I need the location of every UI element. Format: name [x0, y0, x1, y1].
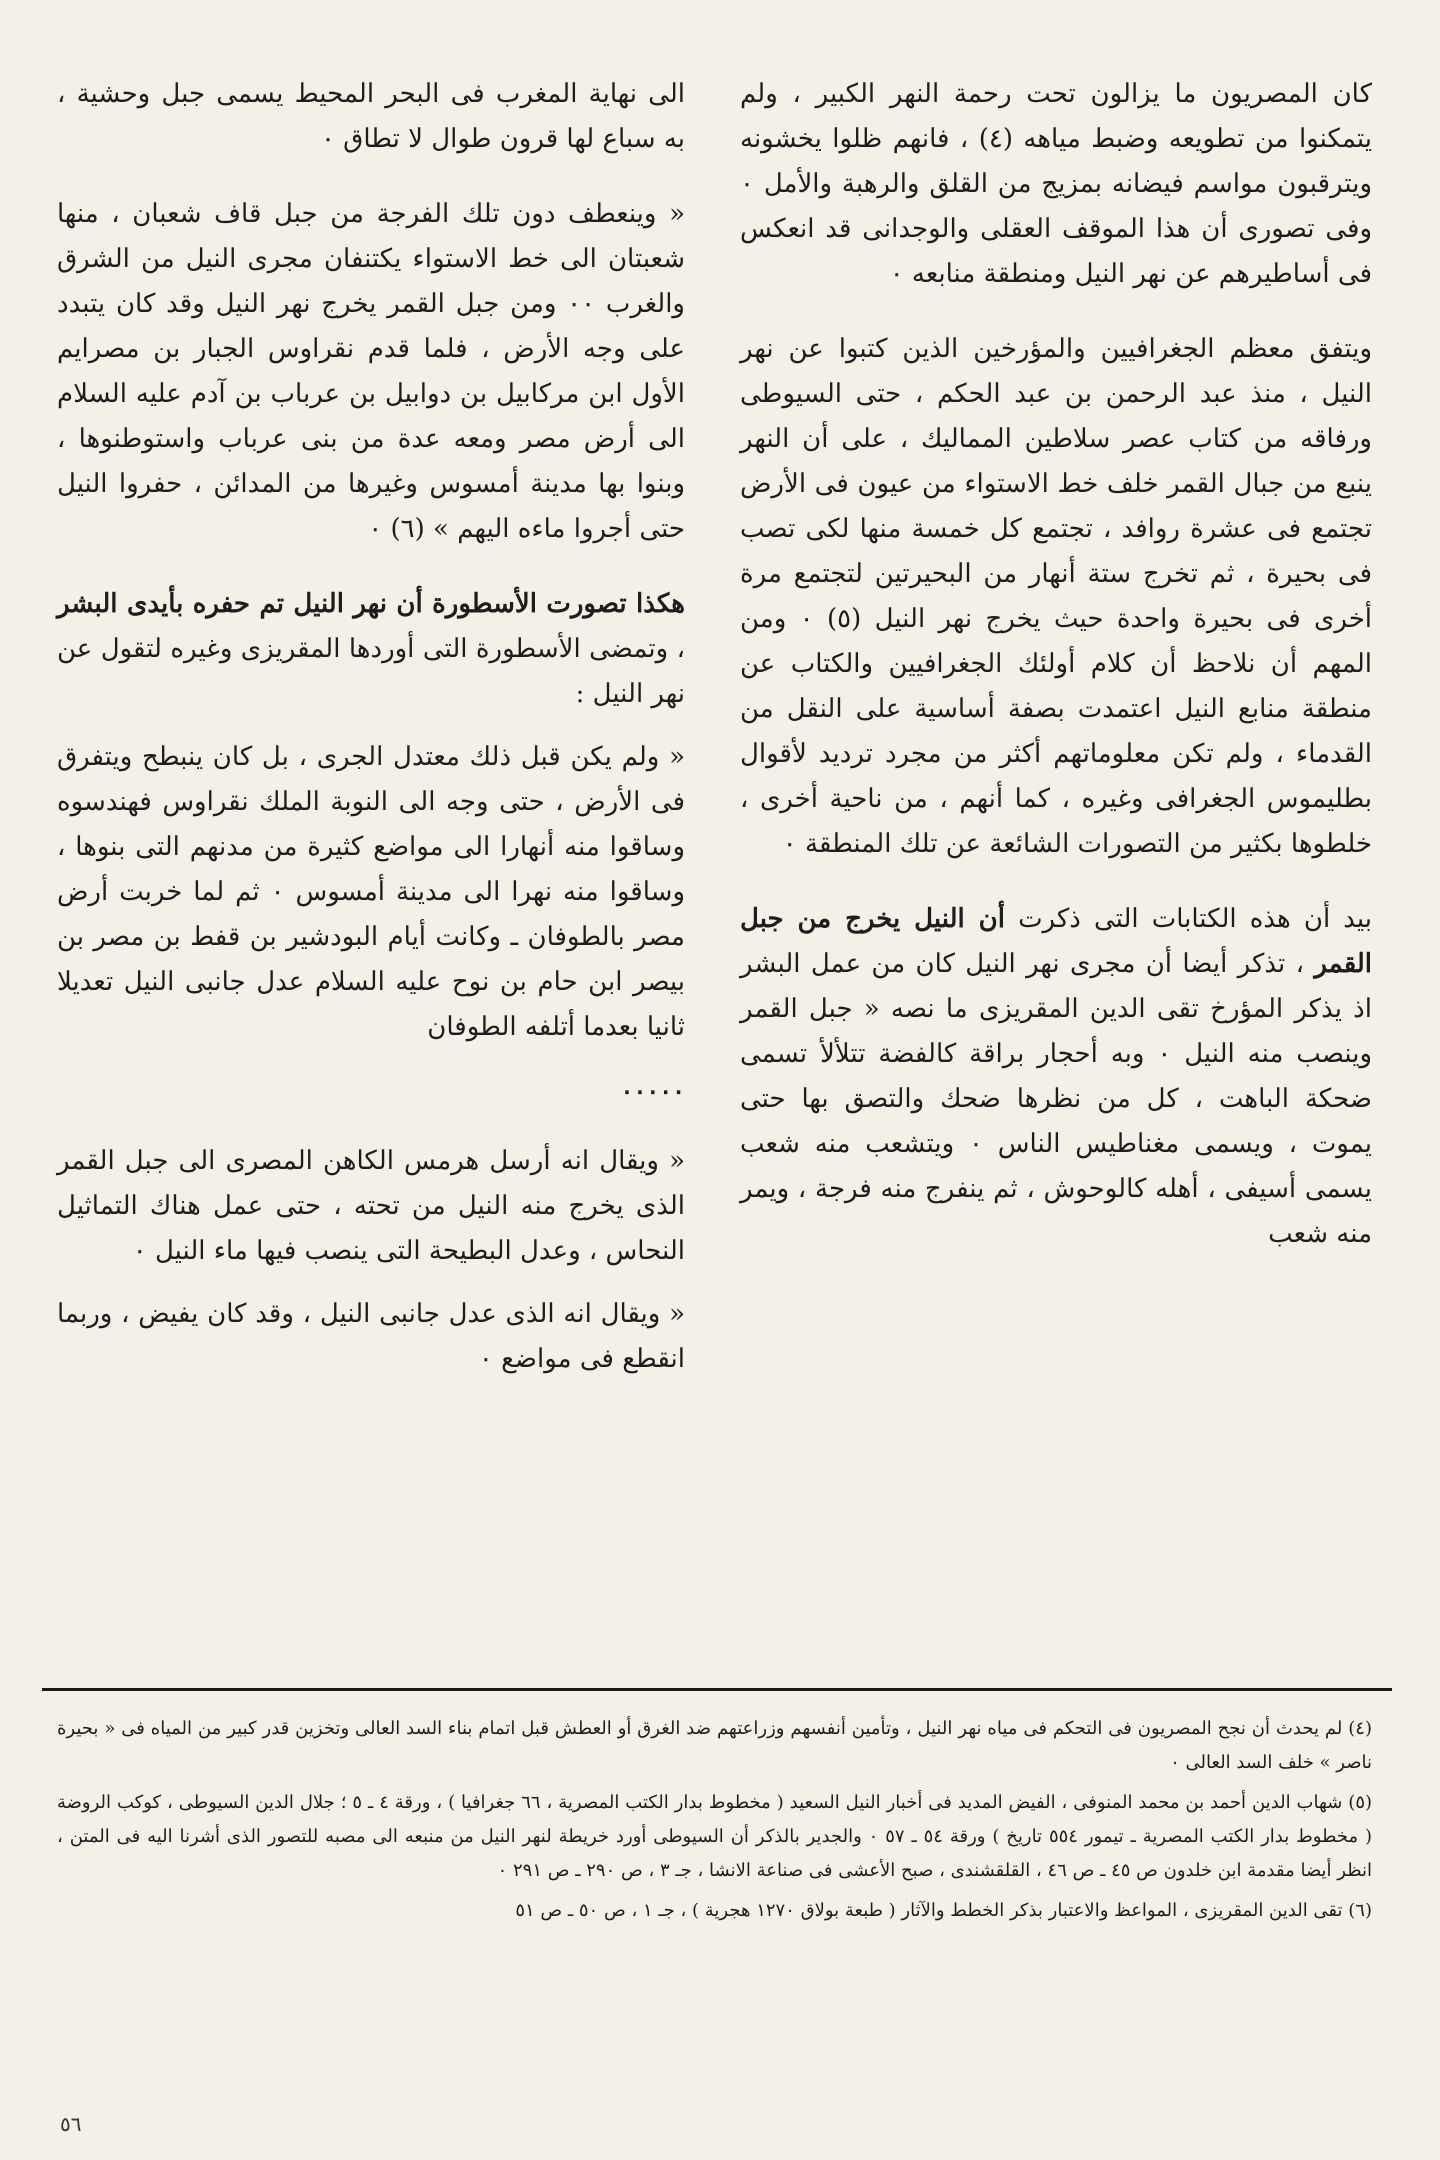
left-paragraph-3-rest: ، وتمضى الأسطورة التى أوردها المقريزى وغيره لتقول عن نهر النيل :: [57, 634, 685, 709]
right-paragraph-3-bold: أن النيل يخرج من جبل القمر: [740, 904, 1372, 979]
left-paragraph-1: الى نهاية المغرب فى البحر المحيط يسمى جبل وحشية ، به سباع لها قرون طوال لا تطاق ٠: [57, 79, 685, 154]
footnote-divider: [42, 1688, 1392, 1691]
right-paragraph-3-start: بيد أن هذه الكتابات التى ذكرت: [1018, 904, 1373, 934]
left-paragraph-3-bold: هكذا تصورت الأسطورة أن نهر النيل تم حفره بأيدى البشر: [57, 589, 685, 619]
right-paragraph-1: كان المصريون ما يزالون تحت رحمة النهر الكبير ، ولم يتمكنوا من تطويعه وضبط مياهه (٤) ، فانهم ظلوا يخشونه ويترقبون مواسم فيضانه بمزيج من القلق والرهبة والأمل ٠ وفى تصورى أن هذا الموقف العقلى والوجدانى قد انعكس فى أساطيرهم عن نهر النيل ومنطقة منابعه ٠: [740, 79, 1372, 289]
footnote-5: (٥) شهاب الدين أحمد بن محمد المنوفى ، الفيض المديد فى أخبار النيل السعيد ( مخطوط بدار الكتب المصرية ، ٦٦ جغرافيا ) ، ورقة ٤ ـ ٥ ؛ جلال الدين السيوطى ، كوكب الروضة ( مخطوط بدار الكتب المصرية ـ تيمور ٥٥٤ تاريخ ) ورقة ٥٤ ـ ٥٧ ٠ والجدير بالذكر أن السيوطى أورد خريطة لنهر النيل من منبعه الى مصبه للتصور الذى أشرنا اليه فى المتن ، انظر أيضا مقدمة ابن خلدون ص ٤٥ ـ ص ٤٦ ، القلقشندى ، صبح الأعشى فى صناعة الانشا ، جـ ٣ ، ص ٢٩٠ ـ ص ٢٩١ ٠: [57, 1792, 1373, 1881]
footnote-6: (٦) تقى الدين المقريزى ، المواعظ والاعتبار بذكر الخطط والآثار ( طبعة بولاق ١٢٧٠ هجرية ) ، جـ ١ ، ص ٥٠ ـ ص ٥١: [515, 1900, 1372, 1921]
right-column: [740, 72, 1372, 1287]
right-paragraph-3: [740, 897, 1372, 1257]
left-paragraph-5: « ويقال انه أرسل هرمس الكاهن المصرى الى جبل القمر الذى يخرج منه النيل من تحته ، حتى عمل هناك التماثيل النحاس ، وعدل البطيحة التى ينصب فيها ماء النيل ٠: [57, 1146, 685, 1266]
left-paragraph-3: [57, 582, 685, 717]
left-column: [57, 72, 685, 1400]
page-number: ٥٦: [60, 2112, 82, 2136]
footnote-4: (٤) لم يحدث أن نجح المصريون فى التحكم فى مياه نهر النيل ، وتأمين أنفسهم وزراعتهم ضد الغرق أو العطش قبل اتمام بناء السد العالى وتخزين قدر كبير من المياه فى « بحيرة ناصر » خلف السد العالى ٠: [57, 1718, 1372, 1773]
footnotes: [57, 1712, 1372, 1934]
left-paragraph-2: « وينعطف دون تلك الفرجة من جبل قاف شعبان ، منها شعبتان الى خط الاستواء يكتنفان مجرى النيل من الشرق والغرب ٠٠ ومن جبل القمر يخرج نهر النيل وقد كان يتبدد على وجه الأرض ، فلما قدم نقراوس الجبار بن مصرايم الأول ابن مركابيل بن دوابيل بن عرباب بن آدم عليه السلام الى أرض مصر ومعه عدة من بنى عرباب واستوطنوها ، وبنوا بها مدينة أمسوس وغيرها من المدائن ، حفروا النيل حتى أجروا ماءه اليهم » (٦) ٠: [57, 199, 686, 544]
left-paragraph-6: « ويقال انه الذى عدل جانبى النيل ، وقد كان يفيض ، وربما انقطع فى مواضع ٠: [57, 1299, 685, 1374]
right-paragraph-3-rest: ، تذكر أيضا أن مجرى نهر النيل كان من عمل البشر اذ يذكر المؤرخ تقى الدين المقريزى ما نصه « جبل القمر وينصب منه النيل ٠ وبه أحجار براقة كالفضة تتلألأ تسمى ضحكة الباهت ، كل من نظرها ضحك والتصق بها حتى يموت ، ويسمى مغناطيس الناس ٠ ويتشعب منه شعب يسمى أسيفى ، أهله كالوحوش ، ثم ينفرج منه فرجة ، ويمر منه شعب: [740, 949, 1372, 1249]
right-paragraph-2: ويتفق معظم الجغرافيين والمؤرخين الذين كتبوا عن نهر النيل ، منذ عبد الرحمن بن عبد الحكم ، حتى السيوطى ورفاقه من كتاب عصر سلاطين المماليك ، على أن النهر ينبع من جبال القمر خلف خط الاستواء من عيون فى الأرض تجتمع فى عشرة روافد ، تجتمع كل خمسة منها لكى تصب فى بحيرة ، ثم تخرج ستة أنهار من البحيرتين لتجتمع مرة أخرى فى بحيرة واحدة حيث يخرج نهر النيل (٥) ٠ ومن المهم أن نلاحظ أن كلام أولئك الجغرافيين والكتاب عن منطقة منابع النيل اعتمدت بصفة أساسية على النقل من القدماء ، ولم تكن معلوماتهم أكثر من مجرد ترديد لأقوال بطليموس الجغرافى وغيره ، كما أنهم ، من ناحية أخرى ، خلطوها بكثير من التصورات الشائعة عن تلك المنطقة ٠: [740, 334, 1372, 859]
left-paragraph-4: « ولم يكن قبل ذلك معتدل الجرى ، بل كان ينبطح ويتفرق فى الأرض ، حتى وجه الى النوبة الملك نقراوس فهندسوه وساقوا منه أنهارا الى مواضع كثيرة من مدنهم التى بنوها ، وساقوا منه نهرا الى مدينة أمسوس ٠ ثم لما خربت أرض مصر بالطوفان ـ وكانت أيام البودشير بن قفط بن مصر بن بيصر ابن حام بن نوح عليه السلام عدل جانبى النيل تعديلا ثانيا بعدما أتلفه الطوفان: [57, 742, 685, 1042]
section-separator: ٠٠٠٠٠: [620, 1076, 685, 1105]
